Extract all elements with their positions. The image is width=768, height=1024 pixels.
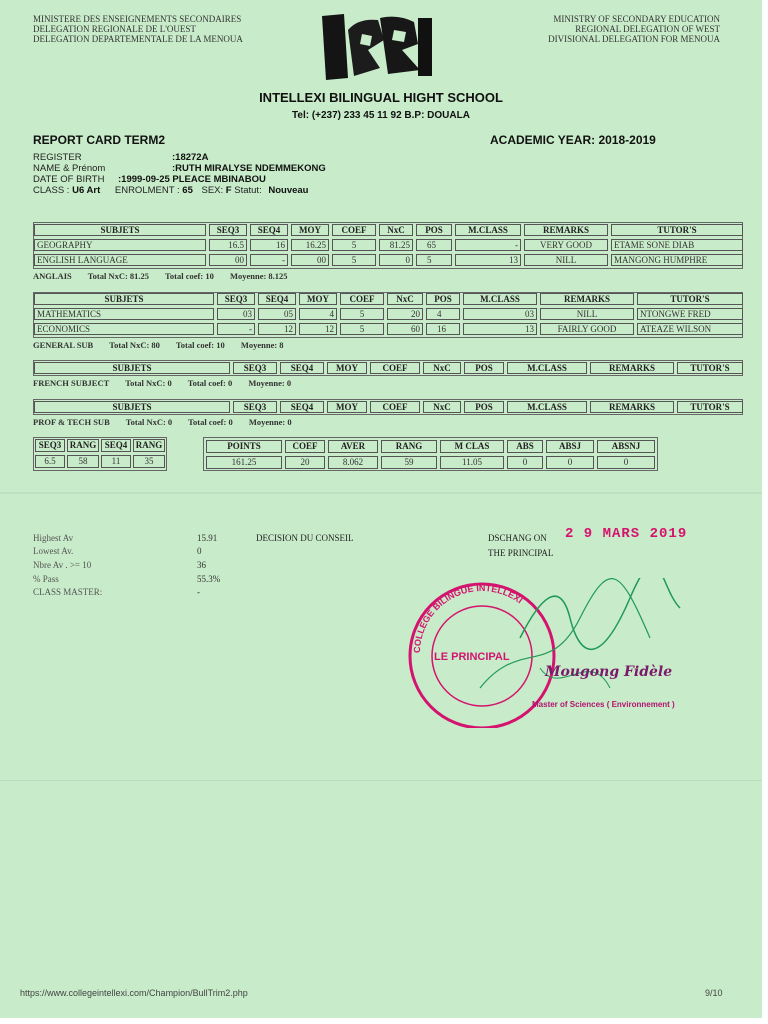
row-nxc: 81.25 (379, 239, 413, 251)
row-pos: 16 (426, 323, 460, 335)
hdr-absnj: ABSNJ (597, 440, 655, 453)
row-tutor: ETAME SONE DIAB (611, 239, 743, 251)
hdr-mclass: M.CLASS (463, 293, 537, 305)
hdr-seq3: SEQ3 (35, 439, 65, 452)
header-fr-line-3: DELEGATION DEPARTEMENTALE DE LA MENOUA (33, 34, 243, 44)
student-name: :RUTH MIRALYSE NDEMMEKONG (172, 163, 326, 174)
header-fr-line-1: MINISTERE DES ENSEIGNEMENTS SECONDAIRES (33, 14, 242, 24)
french-summary (33, 378, 305, 388)
row-subject: GEOGRAPHY (34, 239, 206, 251)
row-nxc: 0 (379, 254, 413, 266)
row-seq3: 16.5 (209, 239, 247, 251)
row-mclass: 13 (463, 323, 537, 335)
hdr-seq4: SEQ4 (280, 362, 324, 374)
header-fr-line-2: DELEGATION REGIONALE DE L'OUEST (33, 24, 196, 34)
row-seq4: 12 (258, 323, 296, 335)
hdr-aver: AVER (328, 440, 378, 453)
dob-value (118, 175, 266, 185)
val-rang: 58 (67, 455, 99, 468)
row-coef: 5 (340, 323, 384, 335)
hdr-pos: POS (416, 224, 452, 236)
hdr-nxc: NxC (387, 293, 423, 305)
ministry-header-en (548, 14, 720, 44)
hdr-seq3: SEQ3 (217, 293, 255, 305)
row-moy: 4 (299, 308, 337, 320)
hdr-subjets: SUBJETS (34, 224, 206, 236)
hdr-pos: POS (426, 293, 460, 305)
sex-label: SEX: (201, 185, 224, 196)
hdr-subjets: SUBJETS (34, 401, 230, 413)
hdr-remarks: REMARKS (540, 293, 634, 305)
hdr-moy: MOY (299, 293, 337, 305)
val-mclas: 11.05 (440, 456, 504, 469)
stat-lowest: 0 (197, 546, 202, 556)
group-moyenne: Moyenne: 8.125 (229, 271, 288, 281)
page-number: 9/10 (705, 988, 723, 998)
header-en-line-1: MINISTRY OF SECONDARY EDUCATION (553, 14, 720, 24)
school-name: INTELLEXI BILINGUAL HIGHT SCHOOL (259, 90, 503, 105)
hdr-nxc: NxC (379, 224, 413, 236)
val-aver: 8.062 (328, 456, 378, 469)
stat-pass: 55.3% (197, 574, 221, 584)
row-tutor: MANGONG HUMPHRE (611, 254, 743, 266)
group-total-coef: Total coef: 10 (175, 340, 225, 350)
hdr-seq3: SEQ3 (233, 362, 277, 374)
signature-title: Master of Sciences ( Environnement ) (532, 700, 675, 709)
val-rang: 59 (381, 456, 437, 469)
hdr-coef: COEF (285, 440, 325, 453)
register-label: REGISTER (33, 152, 82, 163)
group-name: PROF & TECH SUB (33, 417, 110, 427)
signature-name: Mougong Fidèle (545, 664, 673, 680)
student-dob: :1999-09-25 PLEACE MBINABOU (118, 174, 266, 185)
hdr-tutors: TUTOR'S (677, 401, 743, 413)
hdr-mclass: M.CLASS (455, 224, 521, 236)
row-moy: 12 (299, 323, 337, 335)
group-moyenne: Moyenne: 8 (240, 340, 284, 350)
hdr-mclas: M CLAS (440, 440, 504, 453)
val-seq4: 11 (101, 455, 131, 468)
row-pos: 65 (416, 239, 452, 251)
stamp-center-text: LE PRINCIPAL (434, 651, 510, 663)
group-name: GENERAL SUB (33, 340, 94, 350)
stat-label-highest: Highest Av (33, 533, 74, 543)
group-total-nxc: Total NxC: 81.25 (87, 271, 150, 281)
statut-label: Statut: (234, 185, 262, 196)
hdr-seq3: SEQ3 (233, 401, 277, 413)
row-seq3: 00 (209, 254, 247, 266)
stat-label-lowest: Lowest Av. (33, 546, 74, 556)
class-line (33, 186, 308, 196)
prof-summary (33, 417, 306, 427)
hdr-pos: POS (464, 362, 504, 374)
row-seq3: - (217, 323, 255, 335)
stat-label-pass: % Pass (33, 574, 59, 584)
group-total-nxc: Total NxC: 0 (125, 417, 173, 427)
hdr-coef: COEF (370, 362, 420, 374)
group-total-nxc: Total NxC: 80 (109, 340, 160, 350)
row-seq4: - (250, 254, 288, 266)
name-label: NAME & Prénom (33, 163, 106, 174)
row-coef: 5 (340, 308, 384, 320)
hdr-subjets: SUBJETS (34, 362, 230, 374)
val-seq3: 6.5 (35, 455, 65, 468)
register-number: :18272A (172, 152, 209, 163)
row-pos: 5 (416, 254, 452, 266)
paper-fold (0, 492, 762, 494)
hdr-coef: COEF (370, 401, 420, 413)
svg-text:COLLEGE BILINGUE INTELLEXI (412, 583, 525, 653)
report-title: REPORT CARD TERM2 (33, 133, 166, 147)
date-stamp: 2 9 MARS 2019 (565, 526, 688, 542)
row-remarks: NILL (524, 254, 608, 266)
header-en-line-3: DIVISIONAL DELEGATION FOR MENOUA (548, 34, 720, 44)
stamp-ring-text: COLLEGE BILINGUE INTELLEXI (411, 582, 525, 654)
footer-url: https://www.collegeintellexi.com/Champion/BullTrim2.php (20, 988, 248, 998)
hdr-tutors: TUTOR'S (677, 362, 743, 374)
hdr-moy: MOY (327, 362, 367, 374)
hdr-seq4: SEQ4 (250, 224, 288, 236)
hdr-rang: RANG (133, 439, 165, 452)
row-remarks: FAIRLY GOOD (540, 323, 634, 335)
row-nxc: 20 (387, 308, 423, 320)
group-name: ANGLAIS (33, 271, 72, 281)
group-moyenne: Moyenne: 0 (248, 417, 292, 427)
hdr-points: POINTS (206, 440, 282, 453)
enrolment-value: 65 (182, 185, 193, 196)
group-name: FRENCH SUBJECT (33, 378, 110, 388)
hdr-moy: MOY (327, 401, 367, 413)
hdr-nxc: NxC (423, 362, 461, 374)
row-subject: MATHEMATICS (34, 308, 214, 320)
hdr-remarks: REMARKS (590, 362, 674, 374)
val-absnj: 0 (597, 456, 655, 469)
hdr-subjets: SUBJETS (34, 293, 214, 305)
hdr-moy: MOY (291, 224, 329, 236)
hdr-remarks: REMARKS (590, 401, 674, 413)
school-contact: Tel: (+237) 233 45 11 92 B.P: DOUALA (292, 110, 470, 121)
header-en-line-2: REGIONAL DELEGATION OF WEST (575, 24, 720, 34)
academic-year: ACADEMIC YEAR: 2018-2019 (490, 133, 656, 147)
row-seq4: 05 (258, 308, 296, 320)
place-label: DSCHANG ON (488, 533, 547, 543)
row-coef: 5 (332, 239, 376, 251)
hdr-seq4: SEQ4 (258, 293, 296, 305)
row-seq4: 16 (250, 239, 288, 251)
row-tutor: ATEAZE WILSON (637, 323, 743, 335)
val-rang: 35 (133, 455, 165, 468)
row-mclass: 13 (455, 254, 521, 266)
row-nxc: 60 (387, 323, 423, 335)
group-moyenne: Moyenne: 0 (248, 378, 292, 388)
row-moy: 00 (291, 254, 329, 266)
stat-count: 36 (197, 560, 206, 570)
row-seq3: 03 (217, 308, 255, 320)
name-value (172, 164, 326, 174)
row-remarks: VERY GOOD (524, 239, 608, 251)
hdr-seq4: SEQ4 (280, 401, 324, 413)
val-absj: 0 (546, 456, 594, 469)
row-subject: ECONOMICS (34, 323, 214, 335)
row-pos: 4 (426, 308, 460, 320)
principal-label: THE PRINCIPAL (488, 548, 554, 558)
row-moy: 16.25 (291, 239, 329, 251)
paper-crease (0, 780, 762, 781)
stat-highest: 15.91 (197, 533, 218, 543)
hdr-nxc: NxC (423, 401, 461, 413)
general-summary (33, 340, 298, 350)
dob-label: DATE OF BIRTH (33, 174, 105, 185)
school-logo (318, 10, 436, 82)
row-mclass: 03 (463, 308, 537, 320)
hdr-remarks: REMARKS (524, 224, 608, 236)
row-coef: 5 (332, 254, 376, 266)
sex-value: F (225, 185, 232, 196)
group-total-coef: Total coef: 0 (188, 417, 233, 427)
hdr-seq4: SEQ4 (101, 439, 131, 452)
register-value (172, 153, 208, 163)
row-remarks: NILL (540, 308, 634, 320)
class-value: U6 Art (72, 185, 101, 196)
row-mclass: - (455, 239, 521, 251)
stat-class-master: - (197, 587, 200, 597)
group-total-nxc: Total NxC: 0 (125, 378, 172, 388)
row-subject: ENGLISH LANGUAGE (34, 254, 206, 266)
stat-label-class-master: CLASS MASTER: (33, 587, 103, 597)
hdr-seq3: SEQ3 (209, 224, 247, 236)
group-total-coef: Total coef: 0 (187, 378, 233, 388)
val-points: 161.25 (206, 456, 282, 469)
hdr-rang: RANG (67, 439, 99, 452)
hdr-absj: ABSJ (546, 440, 594, 453)
val-coef: 20 (285, 456, 325, 469)
group-total-coef: Total coef: 10 (165, 271, 214, 281)
hdr-mclass: M.CLASS (507, 401, 587, 413)
decision-label: DECISION DU CONSEIL (256, 533, 354, 543)
row-tutor: NTONGWE FRED (637, 308, 743, 320)
hdr-tutors: TUTOR'S (637, 293, 743, 305)
hdr-rang: RANG (381, 440, 437, 453)
val-abs: 0 (507, 456, 543, 469)
enrolment-label: ENROLMENT : (114, 185, 180, 196)
hdr-coef: COEF (332, 224, 376, 236)
stat-label-count: Nbre Av . >= 10 (33, 560, 92, 570)
hdr-pos: POS (464, 401, 504, 413)
hdr-coef: COEF (340, 293, 384, 305)
statut-value: Nouveau (268, 185, 309, 196)
class-label: CLASS : (33, 185, 70, 196)
hdr-abs: ABS (507, 440, 543, 453)
ministry-header-fr (33, 14, 243, 44)
hdr-tutors: TUTOR'S (611, 224, 743, 236)
anglais-summary (33, 271, 302, 281)
hdr-mclass: M.CLASS (507, 362, 587, 374)
